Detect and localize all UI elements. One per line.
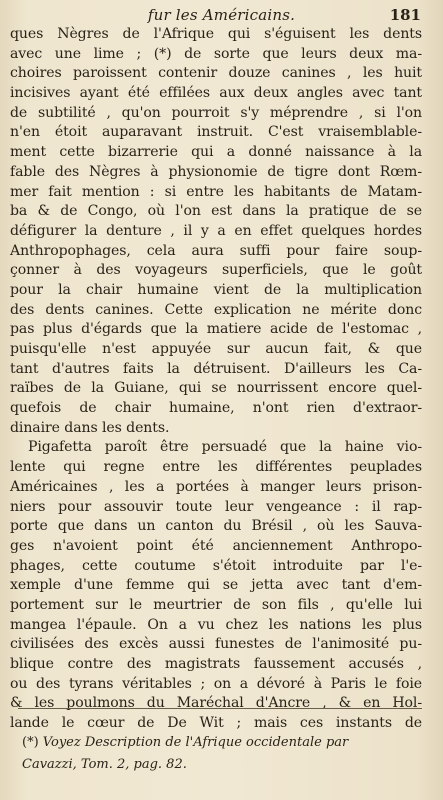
text-line: ou des tyrans véritables ; on a dévoré à Paris le foie (10, 675, 422, 692)
footnote-marker: (*) (22, 735, 39, 750)
text-line: tant d'autres faits la détruisent. D'ailleurs les Ca- (10, 360, 422, 377)
footnote-divider (18, 708, 422, 709)
page-number: 181 (389, 6, 421, 24)
text-line: quefois de chair humaine, n'ont rien d'extraor- (10, 400, 422, 417)
text-line: puisqu'elle n'est appuyée sur aucun fait, & que (10, 341, 422, 357)
text-line: ba & de Congo, où l'on est dans la pratique de se (10, 203, 422, 220)
text-line: avec une lime ; (*) de sorte que leurs deux ma- (10, 45, 422, 62)
text-line: Anthropophages, cela aura suffi pour faire soup- (10, 242, 422, 259)
text-line: mangea l'épaule. On a vu chez les nations les plus (10, 616, 422, 633)
text-line: civilisées des excès aussi funestes de l'animosité pu- (10, 636, 422, 653)
text-line: ques Nègres de l'Afrique qui s'éguisent les dents (10, 26, 422, 42)
paragraph-start-line: Pigafetta paroît être persuadé que la haine vio- (28, 439, 422, 456)
text-line: raïbes de la Guiane, qui se nourrissent encore quel- (10, 380, 422, 397)
footnote-line (22, 732, 418, 754)
text-line: porte que dans un canton du Brésil , où les Sauva- (10, 518, 422, 535)
text-line: niers pour assouvir toute leur vengeance : il rap- (10, 498, 422, 515)
text-line: lente qui regne entre les différentes peuplades (10, 459, 422, 476)
footnote (22, 732, 418, 776)
text-line: ment cette bizarrerie qui a donné naissance à la (10, 144, 422, 161)
text-line: phages, cette coutume s'étoit introduite par l'e- (10, 557, 422, 574)
text-line: pas plus d'égards que la matiere acide de l'estomac , (10, 321, 422, 338)
text-line: blique contre des magistrats faussement accusés , (10, 656, 422, 672)
text-line: & les poulmons du Maréchal d'Ancre , & en Hol- (10, 695, 422, 712)
text-line: Américaines , les a portées à manger leurs prison- (10, 478, 422, 495)
body-text (10, 25, 422, 734)
footnote-line: Cavazzi, Tom. 2, pag. 82. (22, 757, 187, 772)
paragraph-end-line: dinaire dans les dents. (10, 419, 170, 436)
text-line: choires paroissent contenir douze canines , les huit (10, 65, 422, 82)
text-line: lande le cœur de De Wit ; mais ces instants de (10, 715, 422, 732)
text-line: incisives ayant été effilées aux deux angles avec tant (10, 85, 422, 102)
text-line: fable des Nègres à physionomie de tigre dont Rœm- (10, 163, 422, 180)
text-line: xemple d'une femme qui se jetta avec tant d'em- (10, 577, 422, 594)
footnote-text: Voyez Description de l'Afrique occidentale par (42, 735, 349, 750)
page-header (0, 6, 443, 26)
running-title: fur les Américains. (147, 6, 296, 24)
text-line: portement sur le meurtrier de son fils , qu'elle lui (10, 596, 422, 613)
text-line: ges n'avoient point été anciennement Anthropo- (10, 537, 422, 554)
text-line: pour la chair humaine vient de la multiplication (10, 281, 422, 298)
text-line: de subtilité , qu'on pourroit s'y méprendre , si l'on (10, 104, 422, 121)
text-line: çonner à des voyageurs superficiels, que le goût (10, 262, 422, 279)
text-line: n'en étoit auparavant instruit. C'est vraisemblable- (10, 124, 422, 141)
text-line: mer fait mention : si entre les habitants de Matam- (10, 183, 422, 200)
text-line: des dents canines. Cette explication ne mérite donc (10, 301, 422, 318)
text-line: défigurer la denture , il y a en effet quelques hordes (10, 222, 422, 239)
